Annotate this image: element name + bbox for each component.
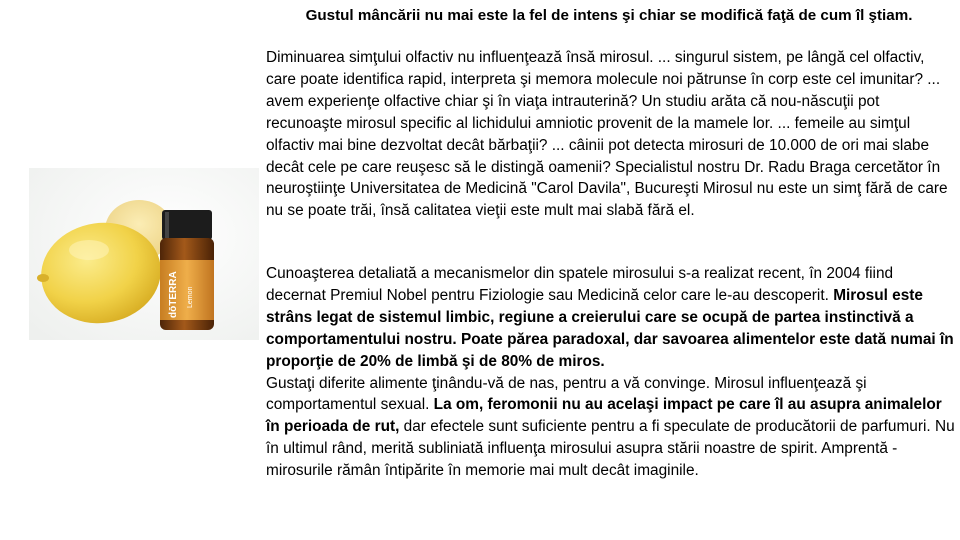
bottle-brand-text: dōTERRA — [168, 271, 179, 318]
lemon-oil-illustration — [29, 168, 259, 340]
article-title: Gustul mâncării nu mai este la fel de intens şi chiar se modifică faţă de cum îl ştiam. — [305, 7, 913, 24]
p2-conclusion: dar efectele sunt suficiente pentru a fi speculate de producătorii de parfumuri. Nu în ultimul rând, merită subliniată influenţa mirosului asupra stării noastre de spirit. Amprentă - mirosurile rămân întipărite în memorie mai mult decât imaginile. — [266, 418, 955, 480]
p2-taste-test: Gustaţi diferite alimente ţinându-vă de nas, pentru a vă convinge. Mirosul influenţează şi comportamentul sexual. — [266, 374, 867, 414]
lemon-oil-photo — [29, 168, 259, 340]
paragraph-smell-mechanism — [266, 263, 956, 482]
lemon-tip — [37, 274, 49, 282]
paragraph-olfactive-facts: Diminuarea simţului olfactiv nu influenţează însă mirosul. ... singurul sistem, pe lângă cel olfactiv, care poate identifica rapid, interpreta şi memora molecule noi pătrunse în corp este cel imunitar? ... avem experienţe olfactive chiar şi în viaţa intrauterină? Un studiu arăta că nou-născuţii pot recunoaşte mirosul specific al lichidului amniotic provenit de la mamele lor. ... femeile au simţul olfactiv mai bine dezvoltat decât bărbaţii? ... câinii pot detecta mirosuri de 10.000 de ori mai slabe decât cele pe care reuşesc să le distingă oamenii? Specialistul nostru Dr. Radu Braga cercetător în neuroştiinţe Universitatea de Medicină "Carol Davila", Bucureşti Mirosul nu este un simţ fără de care nu se poate trăi, însă calitatea vieţii este mult mai slabă fără el. — [266, 49, 948, 220]
bottle-label-text: Lemon — [187, 286, 194, 308]
p2-limbic-bold: Mirosul este strâns legat de sistemul limbic, regiune a creierului care se ocupă de partea instinctivă a comportamentului nostru. Poate părea paradoxal, dar savoarea alimentelor este dată numai în proporţie de 20% de limbă şi de 80% de miros. — [266, 286, 954, 370]
essential-oil-bottle — [160, 210, 214, 330]
p2-intro: Cunoaşterea detaliată a mecanismelor din spatele mirosului s-a realizat recent, în 2004 fiind decernat Premiul Nobel pentru Fiziologie sau Medicină celor care le-au descoperit. — [266, 265, 894, 304]
p2-pheromones-bold: La om, feromonii nu au acelaşi impact pe care îl au asupra animalelor în perioada de rut, — [266, 396, 942, 436]
